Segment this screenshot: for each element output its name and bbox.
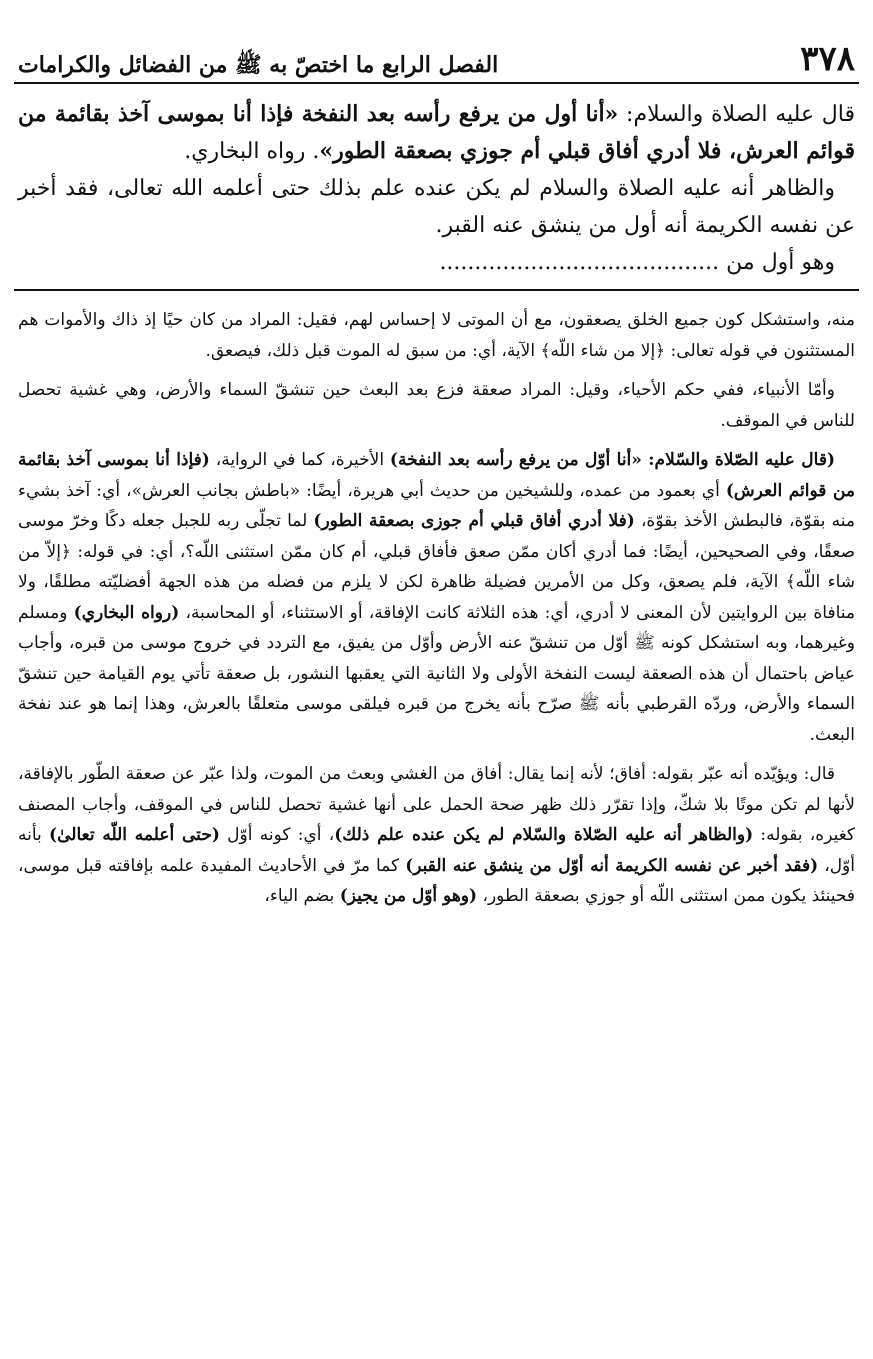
commentary-span: قال: ويؤيّده أنه عبّر بقوله: أفاق؛ لأنه إنما يقال: أفاق من الغشي وبعث من الموت، ولذا عبّر عن صعقة الطّور بالإفاقة، لأنها لم تكن موتًا بلا شكّ، وإذا تقرّر ذلك ظهر صحة الحمل على أنها غشية تحصل للناس في الموقف، وأجاب المصنف كغيره، بقوله: [18, 764, 855, 845]
quoted-text: (فلا أدري أفاق قبلي أم جوزى بصعقة الطور) [313, 511, 635, 531]
quoted-text: (فقد أخبر عن نفسه الكريمة أنه أوّل من ينشق عنه القبر) [405, 855, 819, 876]
commentary-span: أي بعمود من عمده، وللشيخين من حديث أبي هريرة، أيضًا: «باطش بجانب العرش»، أي: آخذ بشيء منه بقوّة، فالبطش الأخذ بقوّة، [18, 480, 855, 531]
divider-rule [14, 289, 859, 291]
commentary-paragraph [18, 759, 855, 912]
commentary-span: بأنه أوّل، [18, 825, 855, 876]
main-paragraph: والظاهر أنه عليه الصلاة والسلام لم يكن عنده علم بذلك حتى أعلمه الله تعالى، فقد أخبر عن نفسه الكريمة أنه أول من ينشق عنه القبر. [18, 176, 855, 238]
quoted-text: (رواه البخاري) [73, 602, 180, 623]
book-page [14, 38, 859, 921]
commentary-text [14, 305, 859, 912]
ellipsis-dots: ........................................ [439, 250, 720, 275]
main-paragraph-continued [18, 244, 855, 281]
commentary-span: ، أي: كونه أوّل [219, 825, 335, 845]
commentary-paragraph: منه، واستشكل كون جميع الخلق يصعقون، مع أن الموتى لا إحساس لهم، فقيل: المراد من كان حيًا إذ ذاك والأموات هم المستثنون في قوله تعالى: ﴿إلا من شاء اللّه﴾ الآية، أي: من سبق له الموت قبل ذلك، فيصعق. [18, 310, 855, 361]
commentary-span: لما تجلّى ربه للجبل جعله دكًا وخرّ موسى صعقًا، وفي الصحيحين، أيضًا: فما أدري أكان ممّن صعق فأفاق قبلي، أم كان ممّن استثنى اللّه؟، أي: في قوله: ﴿إلاّ من شاء اللّه﴾ الآية، فلم يصعق، وكل من الأمرين فضيلة ظاهرة لكن لا يلزم من فضله من هذه الجهة أفضليّته مطلقًا، ولا منافاة بين الروايتين لأن المعنى لا أدري، أي: هذه الثلاثة كانت الإفاقة، أو الاستثناء، أو المحاسبة، [18, 511, 856, 623]
page-number: ٣٧٨ [800, 39, 855, 79]
quoted-text: (والظاهر أنه عليه الصّلاة والسّلام لم يكن عنده علم ذلك) [334, 825, 754, 845]
running-title: الفصل الرابع ما اختصّ به ﷺ من الفضائل والكرامات [18, 52, 499, 78]
main-text [14, 96, 859, 281]
commentary-paragraph: وأمّا الأنبياء، ففي حكم الأحياء، وقيل: المراد صعقة فزع بعد البعث حين تنشقّ السماء والأرض، وهي غشية تحصل للناس في الموقف. [18, 380, 855, 431]
page-header [14, 38, 859, 84]
quoted-text: (حتى أعلمه اللّه تعالىٰ) [49, 825, 220, 845]
hadith-quote: «أنا أول من يرفع رأسه بعد النفخة فإذا أنا بموسى آخذ بقائمة من قوائم العرش، فلا أدري أفاق قبلي أم جوزي بصعقة الطور» [18, 101, 855, 164]
quoted-text: (فإذا أنا بموسى آخذ بقائمة من قوائم العرش) [18, 450, 856, 501]
commentary-paragraph [18, 445, 855, 750]
quoted-text: (قال عليه الصّلاة والسّلام: «أنا أوّل من يرفع رأسه بعد النفخة) [389, 450, 836, 470]
continued-text: وهو أول من [719, 250, 835, 275]
commentary-span: بضم الياء، [264, 886, 340, 906]
hadith-source: . رواه البخاري. [184, 139, 320, 164]
quoted-text: (وهو أوّل من يجيز) [339, 886, 478, 906]
main-paragraph [18, 96, 855, 170]
commentary-span: ومسلم وغيرهما، وبه استشكل كونه ﷺ أوّل من تنشقّ عنه الأرض وأوّل من يفيق، مع التردد في خروج موسى من قبره، وأجاب عياض باحتمال أن هذه الصعقة ليست النفخة الأولى ولا الثانية التي يعقبها النشور، بل صعقة تأتي يوم القيامة حين تنشقّ السماء والأرض، وردّه القرطبي بأنه ﷺ صرّح بأنه يخرج من قبره فيلقى موسى متعلقًا بالعرش، وهذا إنما هو عند نفخة البعث. [18, 602, 855, 745]
main-text-intro: قال عليه الصلاة والسلام: [618, 102, 856, 127]
commentary-span: كما مرّ في الأحاديث المفيدة علمه بإفاقته قبل موسى، فحينئذ يكون ممن استثنى اللّه أو جوزي بصعقة الطور، [18, 855, 855, 906]
commentary-span: الأخيرة، كما في الرواية، [209, 450, 390, 470]
